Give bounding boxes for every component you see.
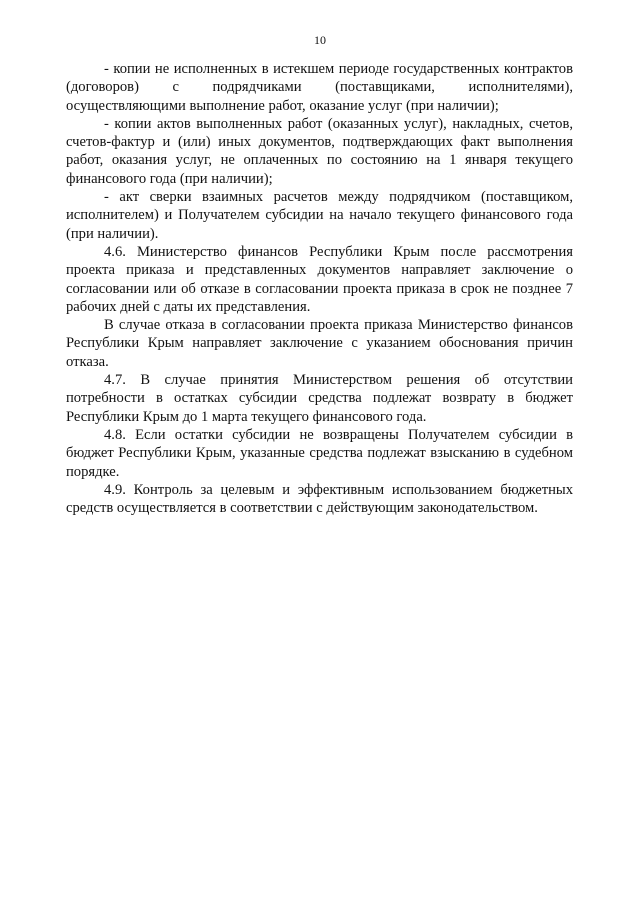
page-number: 10	[314, 33, 326, 47]
paragraph-contract-copies: - копии не исполненных в истекшем периоде государственных контрактов (договоров) с подрядчиками (поставщиками, исполнителями), осуществляющими выполнение работ, оказание услуг (при наличии);	[66, 61, 573, 114]
paragraph-4-9: 4.9. Контроль за целевым и эффективным использованием бюджетных средств осуществляется в соответствии с действующим законодательством.	[66, 481, 573, 517]
paragraph-4-7: 4.7. В случае принятия Министерством решения об отсутствии потребности в остатках субсидии средства подлежат возврату в бюджет Республики Крым до 1 марта текущего финансового года.	[66, 372, 573, 425]
paragraph-refusal: В случае отказа в согласовании проекта приказа Министерство финансов Республики Крым направляет заключение с указанием обоснования причин отказа.	[66, 317, 573, 370]
paragraph-4-8: 4.8. Если остатки субсидии не возвращены Получателем субсидии в бюджет Республики Крым, указанные средства подлежат взысканию в судебном порядке.	[66, 426, 573, 480]
paragraph-reconciliation-act: - акт сверки взаимных расчетов между подрядчиком (поставщиком, исполнителем) и Получателем субсидии на начало текущего финансового года (при наличии).	[66, 189, 573, 242]
paragraph-act-copies: - копии актов выполненных работ (оказанных услуг), накладных, счетов, счетов-фактур и (или) иных документов, подтверждающих факт выполнения работ, оказания услуг, не оплаченных по состоянию на 1 января текущего финансового года (при наличии);	[66, 115, 573, 187]
paragraph-4-6: 4.6. Министерство финансов Республики Крым после рассмотрения проекта приказа и представленных документов направляет заключение о согласовании или об отказе в согласовании проекта приказа в срок не позднее 7 рабочих дней с даты их представления.	[66, 243, 573, 315]
document-body	[66, 60, 573, 517]
